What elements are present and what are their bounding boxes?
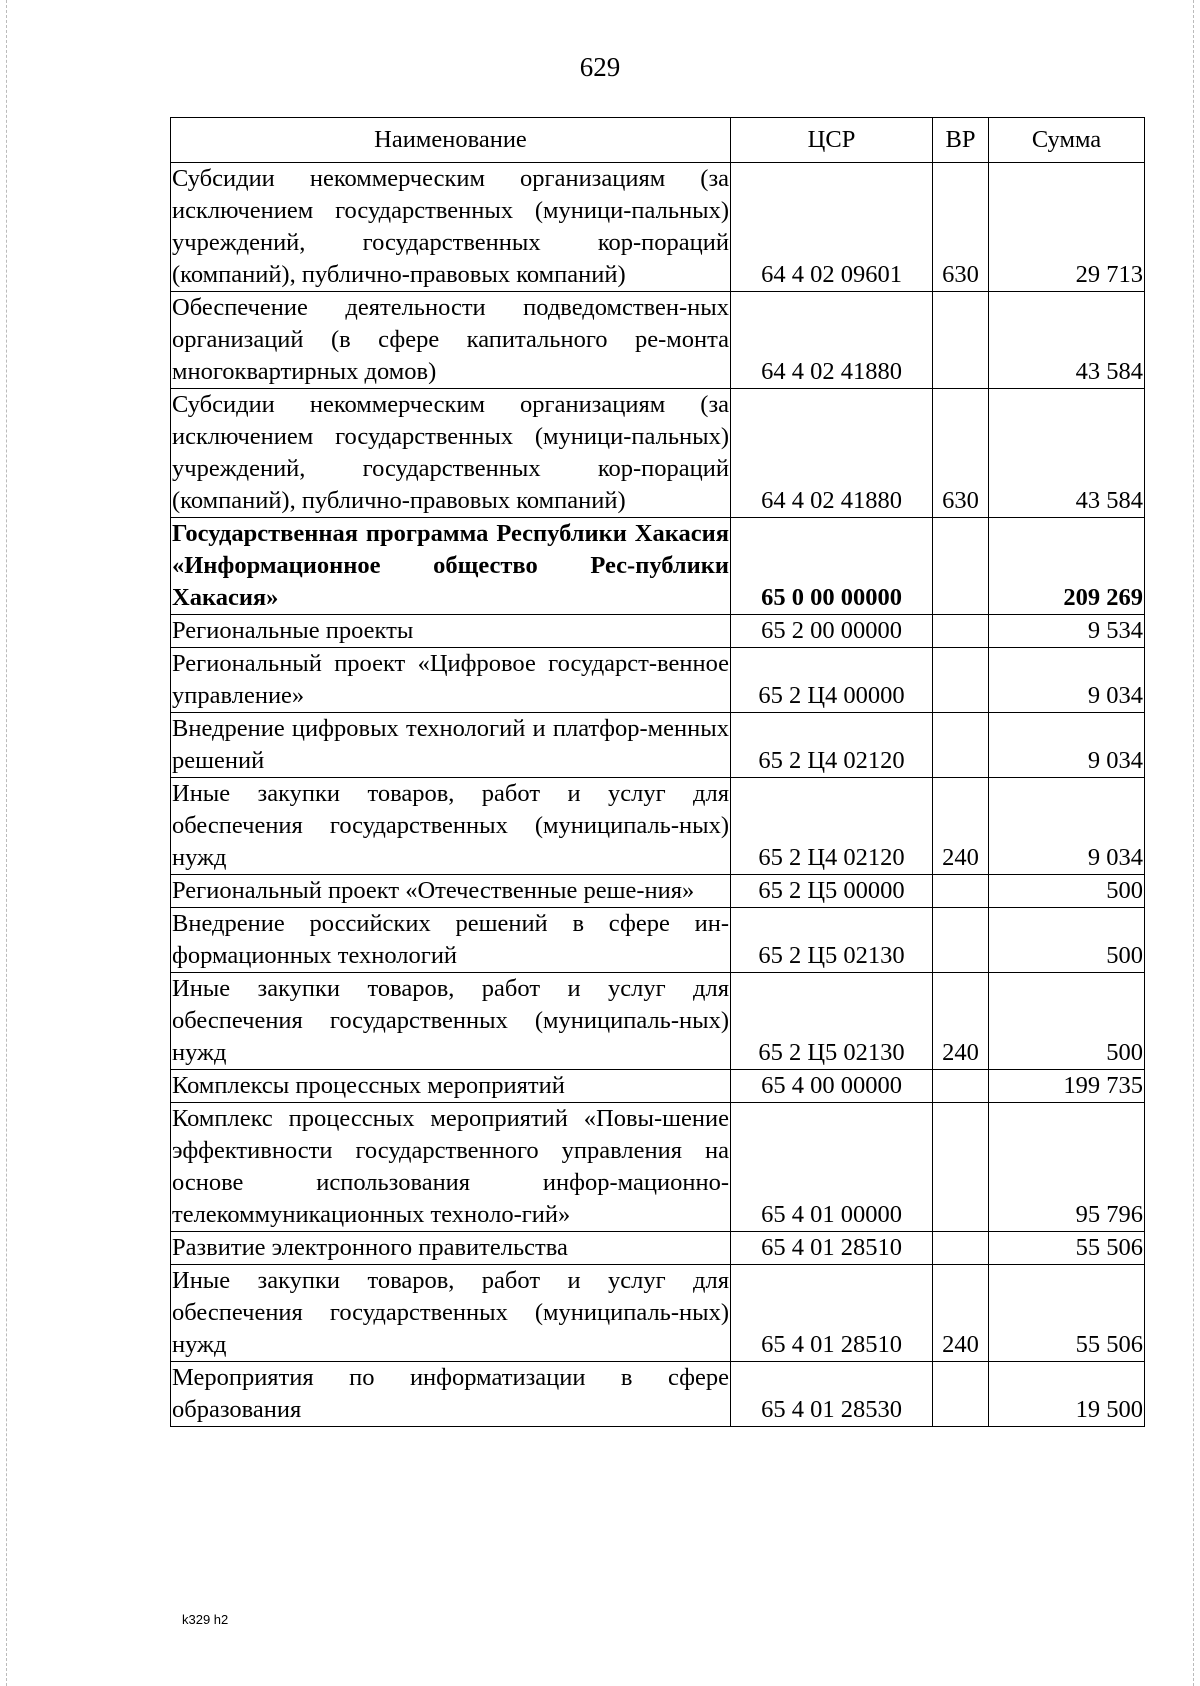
scan-edge-left <box>6 0 7 1686</box>
cell-csr: 65 4 01 00000 <box>731 1103 933 1232</box>
table-row <box>171 908 1145 973</box>
cell-sum: 500 <box>989 875 1145 908</box>
cell-sum: 95 796 <box>989 1103 1145 1232</box>
cell-name: Комплексы процессных мероприятий <box>171 1070 731 1103</box>
table-body <box>171 163 1145 1427</box>
table-row <box>171 973 1145 1070</box>
header-vr: ВР <box>933 118 989 163</box>
cell-name: Иные закупки товаров, работ и услуг для обеспечения государственных (муниципаль-ных) нужд <box>171 778 731 875</box>
cell-sum: 500 <box>989 908 1145 973</box>
cell-csr: 65 2 Ц5 02130 <box>731 973 933 1070</box>
cell-name: Внедрение цифровых технологий и платфор-менных решений <box>171 713 731 778</box>
cell-csr: 65 2 Ц4 02120 <box>731 778 933 875</box>
cell-vr: 630 <box>933 389 989 518</box>
cell-csr: 65 4 00 00000 <box>731 1070 933 1103</box>
table-row <box>171 518 1145 615</box>
header-csr: ЦСР <box>731 118 933 163</box>
cell-name: Обеспечение деятельности подведомствен-ных организаций (в сфере капитального ре-монта многоквартирных домов) <box>171 292 731 389</box>
cell-vr <box>933 1070 989 1103</box>
cell-name: Комплекс процессных мероприятий «Повы-шение эффективности государственного управления на основе использования инфор-мационно-телекоммуникационных техноло-гий» <box>171 1103 731 1232</box>
cell-csr: 64 4 02 41880 <box>731 389 933 518</box>
table-row <box>171 1362 1145 1427</box>
cell-vr <box>933 908 989 973</box>
cell-vr <box>933 292 989 389</box>
page-number: 629 <box>579 52 621 82</box>
cell-name: Иные закупки товаров, работ и услуг для обеспечения государственных (муниципаль-ных) нужд <box>171 973 731 1070</box>
cell-csr: 65 2 00 00000 <box>731 615 933 648</box>
cell-sum: 199 735 <box>989 1070 1145 1103</box>
cell-csr: 64 4 02 09601 <box>731 163 933 292</box>
cell-vr <box>933 713 989 778</box>
table-row <box>171 778 1145 875</box>
cell-name: Государственная программа Республики Хакасия «Информационное общество Рес-публики Хакасия» <box>171 518 731 615</box>
cell-sum: 500 <box>989 973 1145 1070</box>
cell-csr: 65 2 Ц5 00000 <box>731 875 933 908</box>
cell-csr: 65 2 Ц4 00000 <box>731 648 933 713</box>
cell-sum: 55 506 <box>989 1232 1145 1265</box>
cell-sum: 9 034 <box>989 648 1145 713</box>
footer-code: k329 h2 <box>182 1612 229 1627</box>
cell-sum: 43 584 <box>989 292 1145 389</box>
cell-vr <box>933 648 989 713</box>
cell-name: Региональный проект «Цифровое государст-венное управление» <box>171 648 731 713</box>
cell-sum: 55 506 <box>989 1265 1145 1362</box>
cell-sum: 209 269 <box>989 518 1145 615</box>
cell-csr: 65 2 Ц5 02130 <box>731 908 933 973</box>
table-row <box>171 389 1145 518</box>
cell-csr: 65 4 01 28510 <box>731 1232 933 1265</box>
cell-vr <box>933 875 989 908</box>
cell-name: Субсидии некоммерческим организациям (за исключением государственных (муници-пальных) учреждений, государственных кор-пораций (компаний), публично-правовых компаний) <box>171 163 731 292</box>
cell-name: Региональные проекты <box>171 615 731 648</box>
cell-vr: 240 <box>933 1265 989 1362</box>
header-sum: Сумма <box>989 118 1145 163</box>
cell-sum: 19 500 <box>989 1362 1145 1427</box>
cell-csr: 65 4 01 28530 <box>731 1362 933 1427</box>
cell-csr: 65 2 Ц4 02120 <box>731 713 933 778</box>
table-row <box>171 713 1145 778</box>
table-row <box>171 648 1145 713</box>
cell-vr <box>933 1103 989 1232</box>
cell-csr: 65 0 00 00000 <box>731 518 933 615</box>
cell-csr: 65 4 01 28510 <box>731 1265 933 1362</box>
table-row <box>171 1232 1145 1265</box>
table-row <box>171 1070 1145 1103</box>
scan-edge-right <box>1193 0 1194 1686</box>
table-row <box>171 1265 1145 1362</box>
cell-name: Внедрение российских решений в сфере ин-формационных технологий <box>171 908 731 973</box>
cell-sum: 9 034 <box>989 778 1145 875</box>
cell-vr <box>933 615 989 648</box>
cell-sum: 29 713 <box>989 163 1145 292</box>
cell-name: Мероприятия по информатизации в сфере образования <box>171 1362 731 1427</box>
table-row <box>171 163 1145 292</box>
cell-vr <box>933 1362 989 1427</box>
cell-name: Региональный проект «Отечественные реше-ния» <box>171 875 731 908</box>
cell-vr <box>933 518 989 615</box>
table-row <box>171 1103 1145 1232</box>
table-row <box>171 615 1145 648</box>
budget-table <box>170 117 1145 1427</box>
cell-name: Иные закупки товаров, работ и услуг для обеспечения государственных (муниципаль-ных) нужд <box>171 1265 731 1362</box>
cell-sum: 43 584 <box>989 389 1145 518</box>
cell-sum: 9 534 <box>989 615 1145 648</box>
header-name: Наименование <box>171 118 731 163</box>
cell-sum: 9 034 <box>989 713 1145 778</box>
cell-vr: 240 <box>933 778 989 875</box>
cell-name: Субсидии некоммерческим организациям (за исключением государственных (муници-пальных) учреждений, государственных кор-пораций (компаний), публично-правовых компаний) <box>171 389 731 518</box>
cell-vr: 240 <box>933 973 989 1070</box>
table-header-row <box>171 118 1145 163</box>
cell-vr <box>933 1232 989 1265</box>
cell-name: Развитие электронного правительства <box>171 1232 731 1265</box>
cell-vr: 630 <box>933 163 989 292</box>
table-row <box>171 292 1145 389</box>
cell-csr: 64 4 02 41880 <box>731 292 933 389</box>
table-row <box>171 875 1145 908</box>
